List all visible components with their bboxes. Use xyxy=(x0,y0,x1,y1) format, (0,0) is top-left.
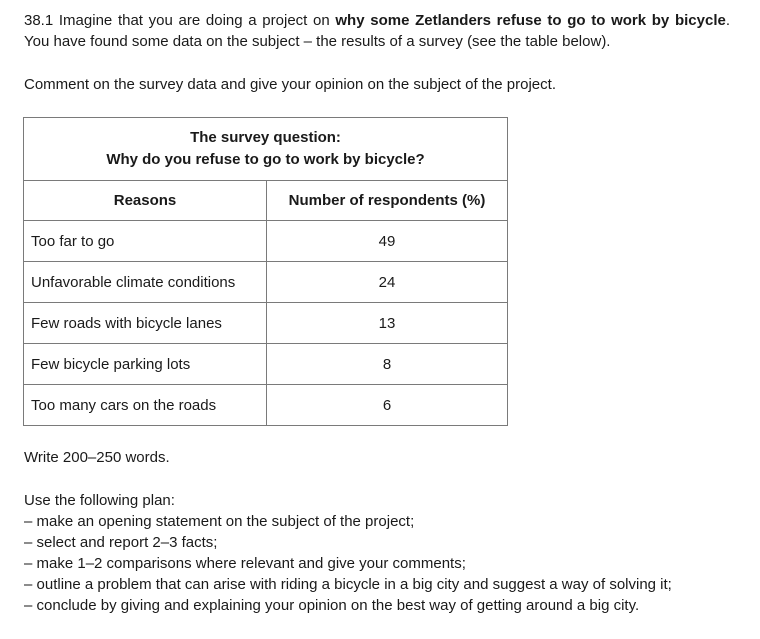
plan-intro: Use the following plan: xyxy=(24,492,175,509)
reason-cell: Unfavorable climate conditions xyxy=(24,262,267,303)
plan-item: – outline a problem that can arise with riding a bicycle in a big city and suggest a way of solving it; xyxy=(24,576,672,593)
column-header-reasons: Reasons xyxy=(24,181,267,221)
reason-cell: Few roads with bicycle lanes xyxy=(24,303,267,344)
table-row xyxy=(24,262,508,303)
task-number: 38.1 xyxy=(24,12,54,29)
word-limit: Write 200–250 words. xyxy=(24,449,170,466)
survey-caption-line1: The survey question: xyxy=(190,129,341,146)
survey-caption xyxy=(24,118,508,181)
plan-item: – conclude by giving and explaining your opinion on the best way of getting around a big city. xyxy=(24,597,640,614)
task-instruction: Comment on the survey data and give your opinion on the subject of the project. xyxy=(24,76,556,93)
task-statement xyxy=(24,10,730,52)
value-cell: 8 xyxy=(267,344,508,385)
plan-item: – make 1–2 comparisons where relevant and give your comments; xyxy=(24,555,466,572)
value-cell: 24 xyxy=(267,262,508,303)
reason-cell: Too far to go xyxy=(24,221,267,262)
reason-cell: Too many cars on the roads xyxy=(24,385,267,426)
survey-caption-row xyxy=(24,118,508,181)
value-cell: 6 xyxy=(267,385,508,426)
survey-table xyxy=(23,117,508,426)
task-intro: Imagine that you are doing a project on xyxy=(58,12,330,29)
table-header-row xyxy=(24,181,508,221)
value-cell: 13 xyxy=(267,303,508,344)
table-row xyxy=(24,385,508,426)
task-topic: why some Zetlanders refuse to go to work by bicycle xyxy=(335,12,726,29)
reason-cell: Few bicycle parking lots xyxy=(24,344,267,385)
plan-item: – select and report 2–3 facts; xyxy=(24,534,218,551)
plan-item: – make an opening statement on the subject of the project; xyxy=(24,513,415,530)
table-row xyxy=(24,303,508,344)
plan-section xyxy=(24,490,744,616)
table-row xyxy=(24,221,508,262)
table-row xyxy=(24,344,508,385)
column-header-respondents: Number of respondents (%) xyxy=(267,181,508,221)
value-cell: 49 xyxy=(267,221,508,262)
survey-question: Why do you refuse to go to work by bicycle? xyxy=(106,151,425,168)
task-intro-continued: . You have found some data on the subject – the results of a survey (see the table below). xyxy=(24,12,730,50)
